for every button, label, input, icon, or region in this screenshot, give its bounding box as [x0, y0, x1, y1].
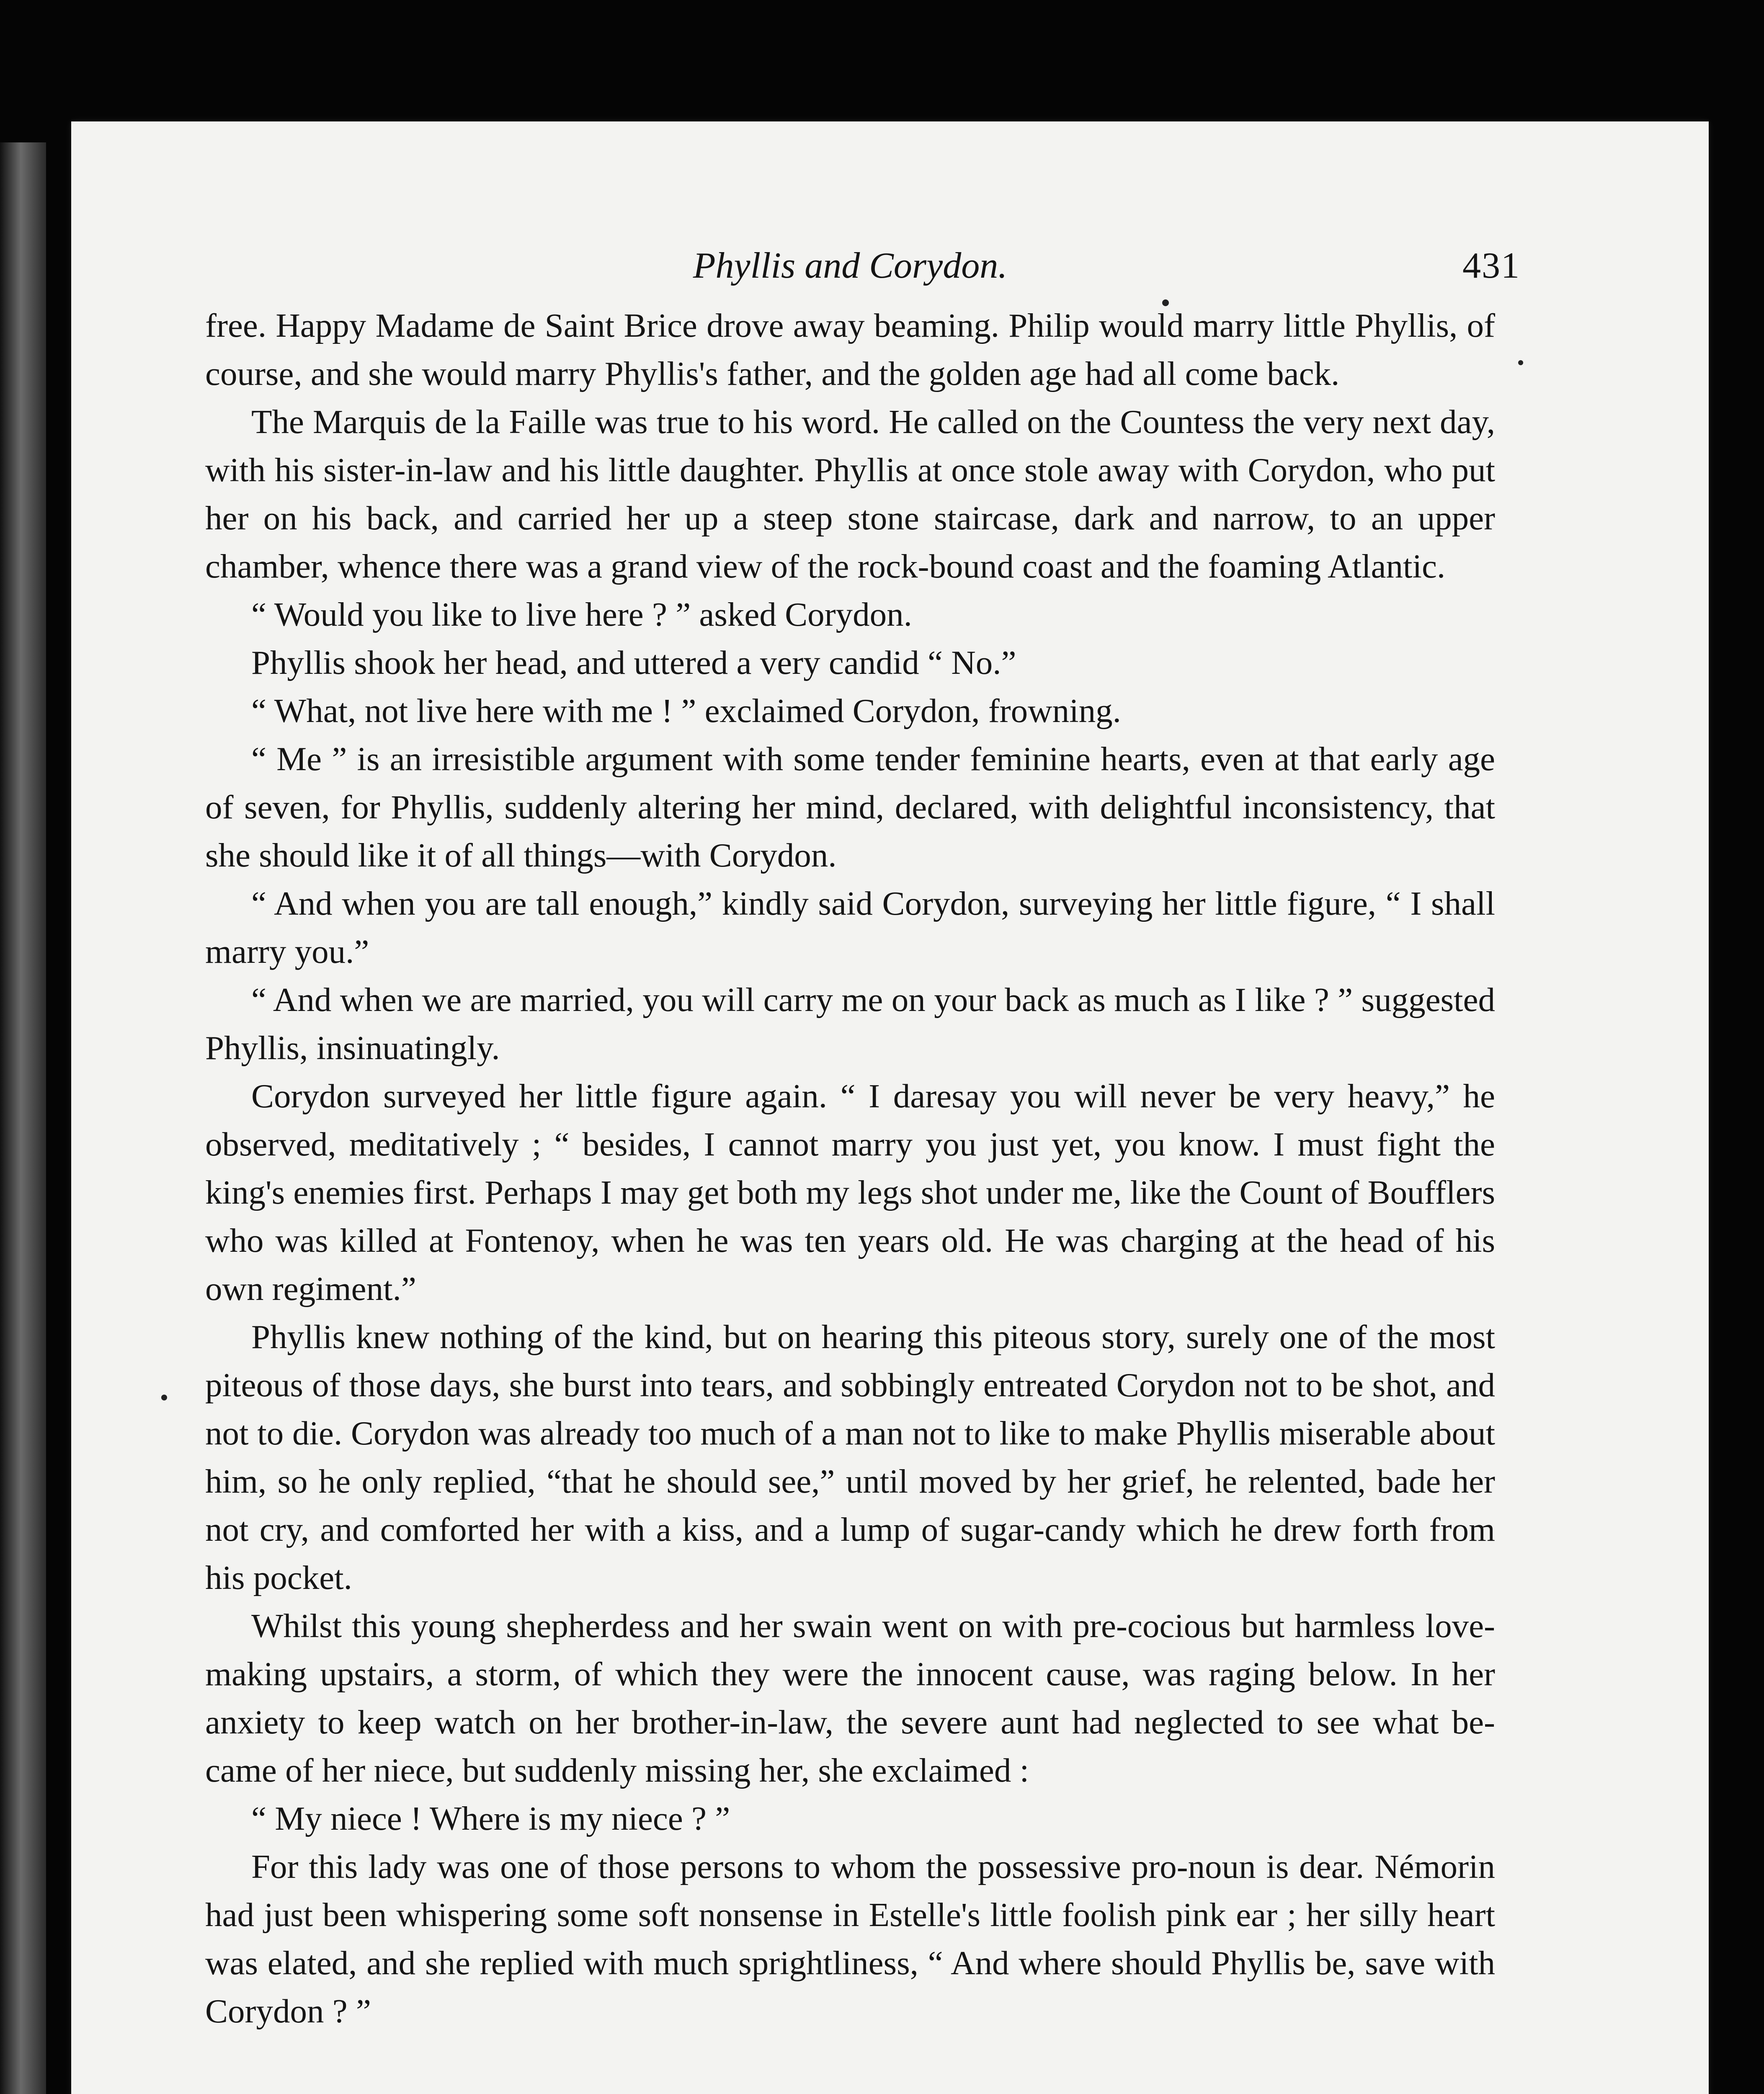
paragraph: Whilst this young shepherdess and her swain went on with pre-cocious but harmless love-making upstairs, a storm, of which they were the innocent cause, was raging below. In her anxiety to keep watch on her brother-in-law, the severe aunt had neglected to see what be-came of her niece, but suddenly missing her, she exclaimed :	[205, 1607, 1495, 1789]
body-text	[205, 302, 1495, 2035]
paragraph: “ My niece ! Where is my niece ? ”	[251, 1800, 730, 1837]
paragraph: “ Would you like to live here ? ” asked Corydon.	[251, 596, 912, 633]
paragraph: free. Happy Madame de Saint Brice drove away beaming. Philip would marry little Phyllis, of course, and she would marry Phyllis's father, and the golden age had all come back.	[205, 307, 1495, 392]
paragraph: “ Me ” is an irresistible argument with some tender feminine hearts, even at that early age of seven, for Phyllis, suddenly altering her mind, declared, with delightful inconsistency, that she should like it of all things—with Corydon.	[205, 740, 1495, 874]
dust-speck	[1162, 299, 1169, 306]
paragraph: “ What, not live here with me ! ” exclaimed Corydon, frowning.	[251, 692, 1121, 730]
page-content	[205, 239, 1520, 2035]
running-head	[205, 239, 1520, 293]
paragraph: “ And when you are tall enough,” kindly said Corydon, surveying her little figure, “ I shall marry you.”	[205, 885, 1495, 970]
paragraph: Phyllis shook her head, and uttered a very candid “ No.”	[251, 644, 1016, 681]
paragraph: “ And when we are married, you will carry me on your back as much as I like ? ” suggested Phyllis, insinuatingly.	[205, 981, 1495, 1067]
paragraph: The Marquis de la Faille was true to his word. He called on the Countess the very next day, with his sister-in-law and his little daughter. Phyllis at once stole away with Corydon, who put her on his back, and carried her up a steep stone staircase, dark and narrow, to an upper chamber, whence there was a grand view of the rock-bound coast and the foaming Atlantic.	[205, 403, 1495, 585]
paragraph: Corydon surveyed her little figure again. “ I daresay you will never be very heavy,” he observed, meditatively ; “ besides, I cannot marry you just yet, you know. I must fight the king's enemies first. Perhaps I may get both my legs shot under me, like the Count of Boufflers who was killed at Fontenoy, when he was ten years old. He was charging at the head of his own regiment.”	[205, 1077, 1495, 1307]
facing-page-edge	[0, 142, 46, 2094]
paragraph: For this lady was one of those persons to whom the possessive pro-noun is dear. Némorin had just been whispering some soft nonsense in Estelle's little foolish pink ear ; her silly heart was elated, and she replied with much sprightliness, “ And where should Phyllis be, save with Corydon ? ”	[205, 1848, 1495, 2030]
page-number: 431	[1462, 245, 1520, 286]
running-title: Phyllis and Corydon.	[693, 245, 1008, 286]
paragraph: Phyllis knew nothing of the kind, but on hearing this piteous story, surely one of the most piteous of those days, she burst into tears, and sobbingly entreated Corydon not to be shot, and not to die. Corydon was already too much of a man not to like to make Phyllis miserable about him, so he only replied, “that he should see,” until moved by her grief, he relented, bade her not cry, and comforted her with a kiss, and a lump of sugar-candy which he drew forth from his pocket.	[205, 1318, 1495, 1596]
dust-speck	[161, 1395, 167, 1400]
book-page	[71, 121, 1709, 2094]
dust-speck	[1518, 360, 1523, 365]
